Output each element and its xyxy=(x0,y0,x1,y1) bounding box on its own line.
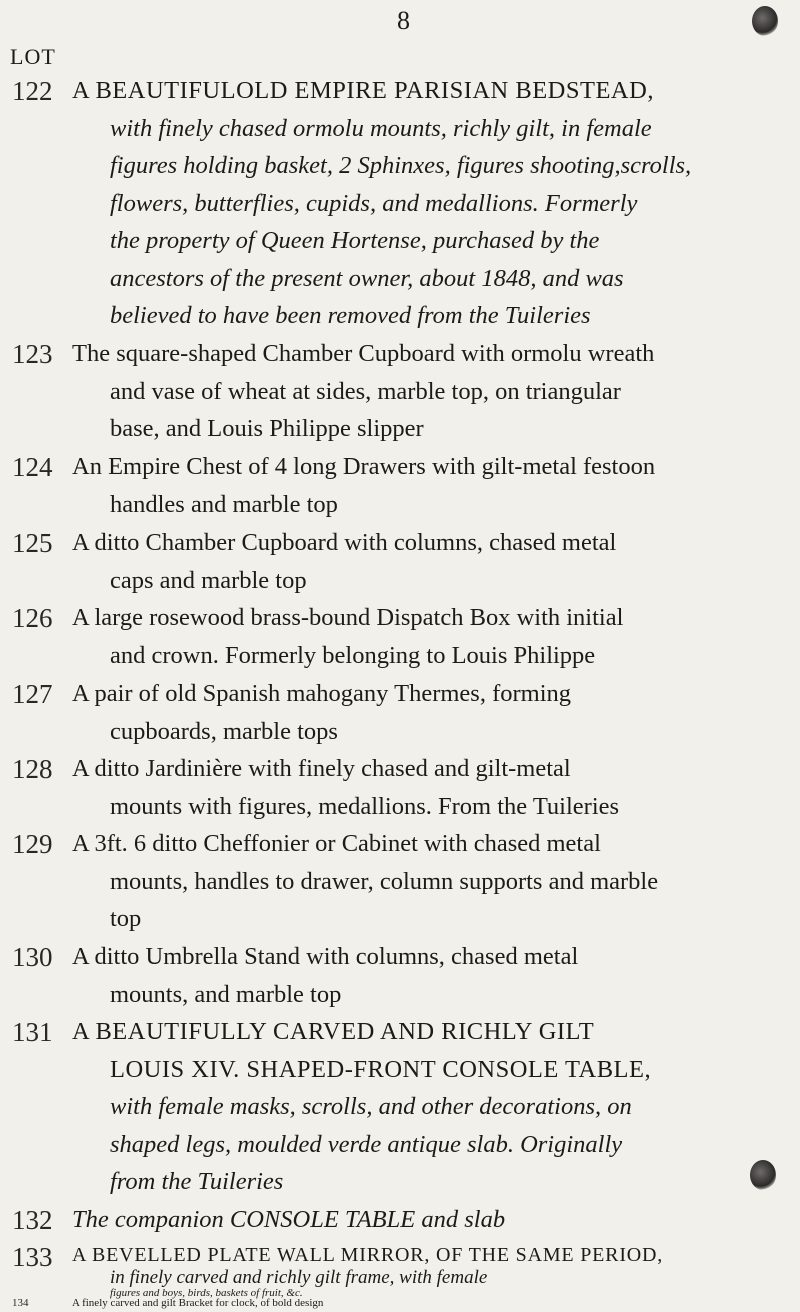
lot-description: A BEVELLED PLATE WALL MIRROR, OF THE SAME PERIOD, xyxy=(72,1244,664,1266)
lot-description: A large rosewood brass-bound Dispatch Box with initial and crown. Formerly belonging to Louis Philippe xyxy=(72,604,624,669)
binder-clip-top xyxy=(752,6,778,36)
page-number: 8 xyxy=(397,6,410,35)
lot-number: 123 xyxy=(12,339,53,369)
lot-number: 131 xyxy=(12,1017,53,1047)
lot-description: A ditto Jardinière with finely chased and gilt-metal mounts with figures, medallions. From the Tuileries xyxy=(72,755,620,820)
lot-description: figures and boys, birds, baskets of fruit, &c. xyxy=(110,1287,303,1299)
lot-column-header: LOT xyxy=(10,44,56,69)
lot-number: 132 xyxy=(12,1205,53,1235)
lot-number: 126 xyxy=(12,603,53,633)
lot-number: 134 xyxy=(12,1297,29,1309)
lot-description: A ditto Chamber Cupboard with columns, chased metal caps and marble top xyxy=(72,529,617,594)
lot-description: The companion CONSOLE TABLE and slab xyxy=(72,1206,506,1233)
lot-number: 125 xyxy=(12,528,53,558)
lot-number: 130 xyxy=(12,942,53,972)
lot-description: in finely carved and richly gilt frame, with female xyxy=(110,1267,488,1288)
lot-number: 127 xyxy=(12,679,53,709)
lot-description: A ditto Umbrella Stand with columns, chased metal mounts, and marble top xyxy=(72,943,579,1008)
lot-description: A pair of old Spanish mahogany Thermes, forming cupboards, marble tops xyxy=(72,680,571,745)
lot-number: 124 xyxy=(12,452,53,482)
lot-description: An Empire Chest of 4 long Drawers with gilt-metal festoon handles and marble top xyxy=(72,453,656,518)
lot-number: 133 xyxy=(12,1242,53,1272)
lot-description: A BEAUTIFULLY CARVED AND RICHLY GILT LOUIS XIV. SHAPED-FRONT CONSOLE TABLE, with female masks, scrolls, and other decorations, on shaped legs, moulded verde antique slab. Originally from the Tuileries xyxy=(72,1018,652,1195)
lot-number: 122 xyxy=(12,76,53,106)
lot-number: 129 xyxy=(12,829,53,859)
lot-description: A finely carved and gilt Bracket for clock, of bold design xyxy=(72,1297,324,1309)
lot-description: The square-shaped Chamber Cupboard with ormolu wreath and vase of wheat at sides, marble top, on triangular base, and Louis Philippe slipper xyxy=(72,340,655,442)
lot-description: A BEAUTIFULOLD EMPIRE PARISIAN BEDSTEAD, with finely chased ormolu mounts, richly gilt, in female figures holding basket, 2 Sphinxes, figures shooting,scrolls, flowers, butterflies, cupids, and medallions. Formerly the property of Queen Hortense, purchased by the ancestors of the present owner, about 1848, and was believed to have been removed from the Tuileries xyxy=(72,77,692,329)
lot-number: 128 xyxy=(12,754,53,784)
lot-description: A 3ft. 6 ditto Cheffonier or Cabinet with chased metal mounts, handles to drawer, column supports and marble top xyxy=(72,830,659,932)
